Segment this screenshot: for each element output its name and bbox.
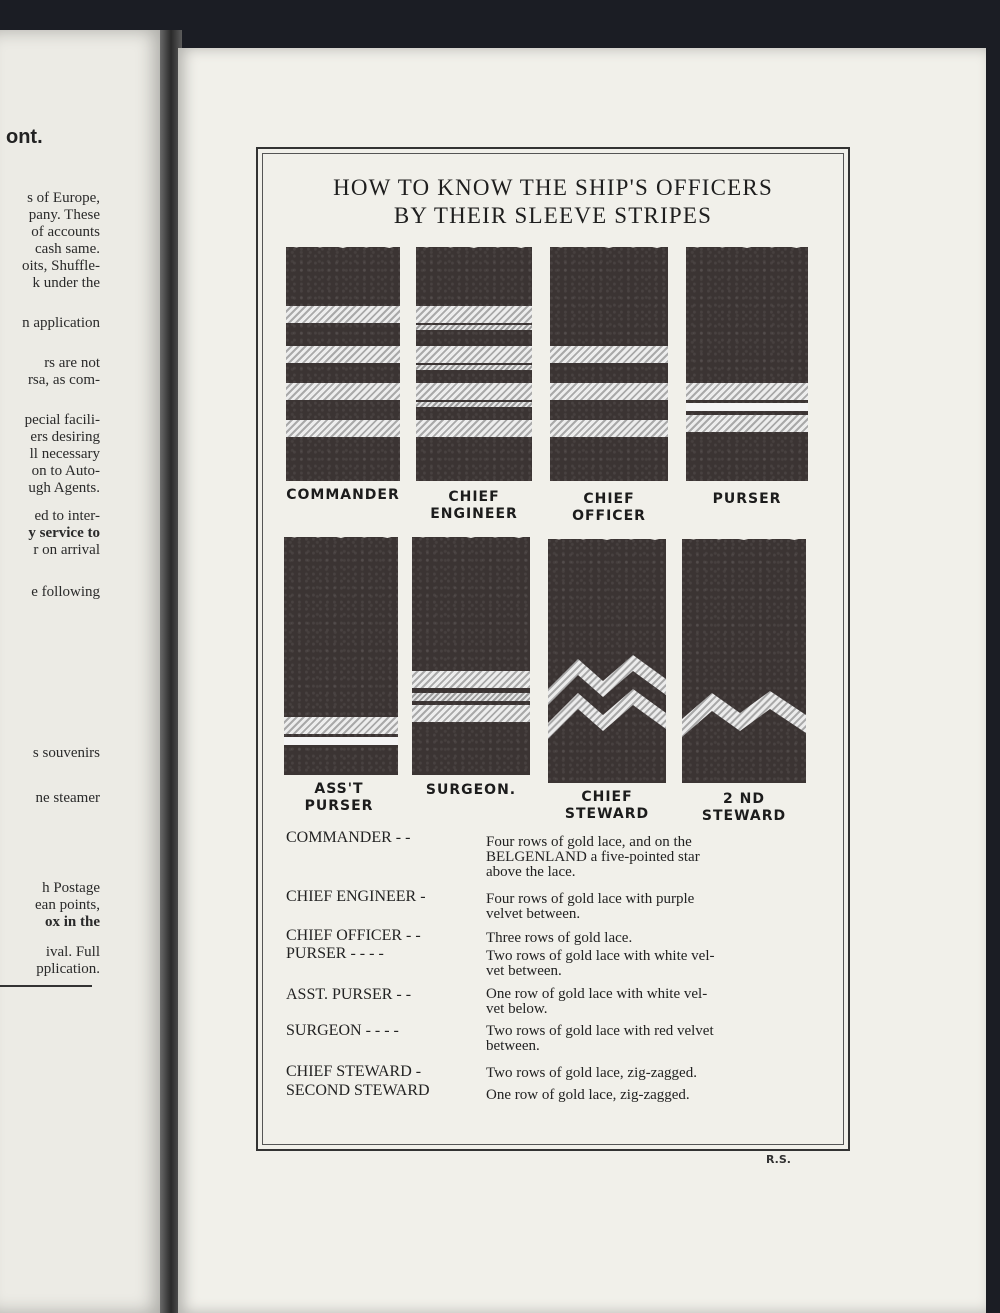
legend-name: ASST. PURSER - - — [286, 986, 412, 1003]
left-line: ival. Full — [45, 944, 100, 960]
sleeve-purser — [686, 247, 808, 481]
left-line: pplication. — [36, 961, 100, 977]
left-line: oits, Shuffle- — [21, 258, 100, 274]
rank-label-chief-engineer: CHIEF ENGINEER — [430, 489, 518, 522]
left-line: pany. These — [28, 207, 100, 223]
gold-lace-stripe — [416, 420, 532, 437]
legend-description: One row of gold lace with white vel- vet below. — [486, 986, 708, 1017]
rank-label-asst-purser: ASS'T PURSER — [304, 781, 374, 814]
left-line: e following — [31, 584, 100, 600]
legend-name: SECOND STEWARD — [286, 1082, 430, 1099]
legend-name: COMMANDER - - — [286, 829, 411, 846]
gold-lace-stripe — [550, 420, 668, 437]
sleeve-chief-officer — [550, 247, 668, 481]
white-velvet-band — [686, 403, 808, 411]
gold-lace-stripe — [550, 383, 668, 400]
legend-name: PURSER - - - - — [286, 945, 384, 962]
left-line: rsa, as com- — [27, 372, 100, 388]
sleeve-commander — [286, 247, 400, 481]
legend-description: Two rows of gold lace with white vel- vet between. — [486, 948, 715, 979]
gold-lace-stripe — [286, 306, 400, 323]
gold-lace-stripe — [286, 420, 400, 437]
legend-name: CHIEF OFFICER - - — [286, 927, 421, 944]
left-line: on to Auto- — [31, 463, 100, 479]
left-line: ne steamer — [35, 790, 100, 806]
left-line: h Postage — [42, 880, 100, 896]
gold-lace-stripe — [286, 383, 400, 400]
sleeve-chief-engineer — [416, 247, 532, 481]
gold-lace-stripe — [686, 383, 808, 400]
left-line: rs are not — [44, 355, 100, 371]
left-line: ers desiring — [30, 429, 100, 445]
left-line: n application — [22, 315, 100, 331]
left-line: ugh Agents. — [28, 480, 100, 496]
rank-label-surgeon: SURGEON. — [425, 782, 517, 798]
left-page-heading: ont. — [6, 126, 43, 148]
zigzag-lace — [682, 689, 806, 739]
legend-description: One row of gold lace, zig-zagged. — [486, 1087, 690, 1103]
white-velvet-band — [284, 737, 398, 745]
gold-lace-stripe — [412, 705, 530, 722]
legend-description: Three rows of gold lace. — [486, 930, 633, 946]
left-line: y service to — [28, 525, 100, 541]
legend-name: CHIEF STEWARD - — [286, 1063, 422, 1080]
gold-lace-stripe — [416, 383, 532, 400]
sleeve-asst-purser — [284, 537, 398, 775]
left-line: s of Europe, — [27, 190, 100, 206]
left-line: ed to inter- — [34, 508, 100, 524]
legend-description: Four rows of gold lace, and on the BELGENLAND a five-pointed star above the lace. — [486, 834, 700, 880]
left-line: s souvenirs — [32, 745, 100, 761]
rank-label-chief-steward: CHIEF STEWARD — [564, 789, 650, 822]
legend-description: Four rows of gold lace with purple velvet between. — [486, 891, 695, 922]
left-line: of accounts — [31, 224, 100, 240]
rank-label-purser: PURSER — [712, 491, 782, 507]
gold-lace-stripe — [550, 346, 668, 363]
left-line: cash same. — [35, 241, 100, 257]
legend-description: Two rows of gold lace with red velvet between. — [486, 1023, 714, 1054]
rank-label-commander: COMMANDER — [286, 487, 400, 503]
zigzag-lace — [548, 649, 666, 739]
left-line: ox in the — [44, 914, 100, 930]
gold-lace-stripe — [416, 346, 532, 363]
legend-name: CHIEF ENGINEER - — [286, 888, 426, 905]
artist-signature: R.S. — [766, 1153, 791, 1166]
gold-lace-stripe — [686, 415, 808, 432]
page-title-line-1: HOW TO KNOW THE SHIP'S OFFICERS — [333, 175, 773, 200]
legend-description: Two rows of gold lace, zig-zagged. — [486, 1065, 697, 1081]
gold-lace-stripe — [412, 671, 530, 688]
legend-name: SURGEON - - - - — [286, 1022, 399, 1039]
gold-lace-stripe — [416, 306, 532, 323]
left-line: ean points, — [35, 897, 100, 913]
sleeve-surgeon — [412, 537, 530, 775]
left-line: ll necessary — [29, 446, 100, 462]
left-line: pecial facili- — [24, 412, 100, 428]
illustration-frame — [256, 147, 850, 1151]
red-velvet-stripe — [412, 693, 530, 701]
sleeve-chief-steward — [548, 539, 666, 783]
purple-velvet-stripe — [416, 325, 532, 330]
purple-velvet-stripe — [416, 365, 532, 370]
left-line: r on arrival — [33, 542, 100, 558]
rank-label-chief-officer: CHIEF OFFICER — [572, 491, 646, 524]
purple-velvet-stripe — [416, 402, 532, 407]
sleeve-second-steward — [682, 539, 806, 783]
right-page — [178, 48, 986, 1313]
gold-lace-stripe — [284, 717, 398, 734]
gold-lace-stripe — [286, 346, 400, 363]
rank-label-second-steward: 2 ND STEWARD — [701, 791, 787, 824]
left-page — [0, 30, 168, 1313]
left-line: k under the — [32, 275, 100, 291]
page-title-line-2: BY THEIR SLEEVE STRIPES — [393, 203, 713, 228]
left-page-rule — [0, 985, 92, 987]
